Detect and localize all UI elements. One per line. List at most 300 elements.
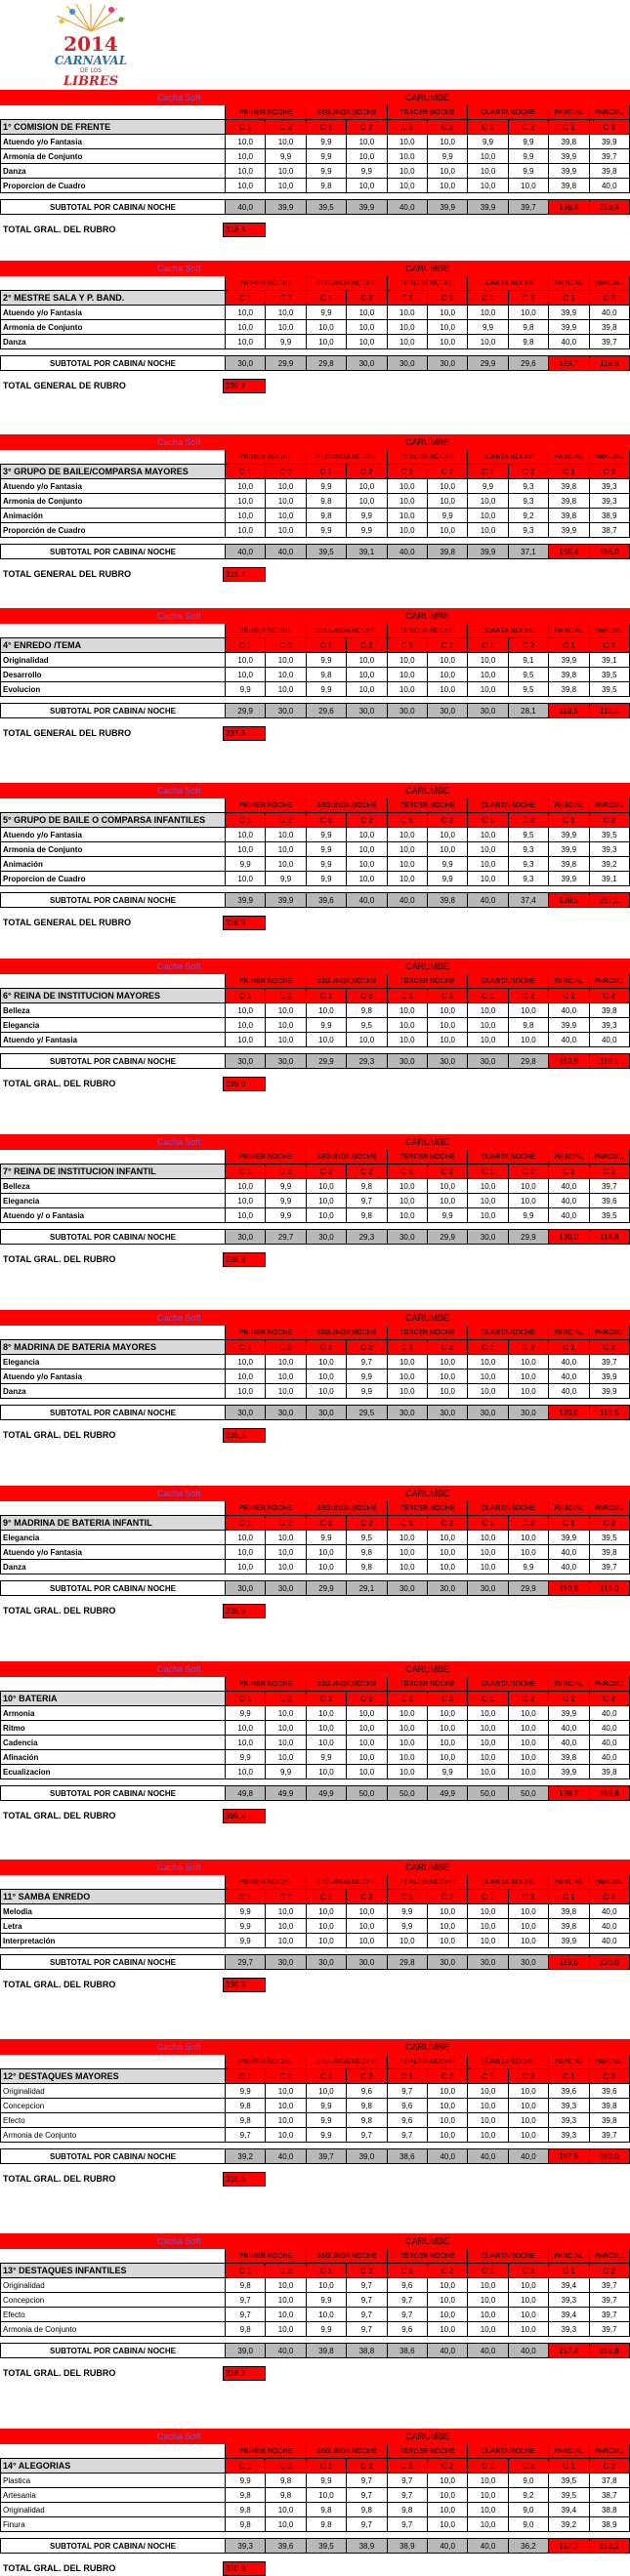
cabin-header: C 2 xyxy=(266,638,306,653)
score-cell: 10,0 xyxy=(468,1033,508,1047)
score-cell: 10,0 xyxy=(427,2128,467,2143)
score-cell: 39,7 xyxy=(589,1560,629,1574)
score-cell: 10,0 xyxy=(226,179,266,193)
rubric-total-value: 399,5 xyxy=(223,1809,266,1823)
subtotal-cell: 39,6 xyxy=(266,2539,306,2554)
score-cell: 9,9 xyxy=(468,135,508,149)
svg-text:CARNAVAL: CARNAVAL xyxy=(54,54,128,67)
cabin-header: C 2 xyxy=(427,1340,467,1355)
subtotal-cell: 29,9 xyxy=(508,1581,548,1596)
score-cell: 9,9 xyxy=(508,149,548,164)
subtotal-cell: 39,9 xyxy=(468,545,508,559)
score-table xyxy=(0,434,630,559)
school-name: CARUMBE xyxy=(226,2430,630,2444)
subtotal-label: SUBTOTAL POR CABINA/ NOCHE xyxy=(1,1786,226,1801)
score-cell: 10,0 xyxy=(427,1033,467,1047)
brand-row xyxy=(1,2430,630,2444)
score-cell: 10,0 xyxy=(306,2488,346,2503)
score-row xyxy=(1,335,630,349)
cabin-header: C 2 xyxy=(347,2459,387,2474)
subtotal-cell: 40,0 xyxy=(266,2149,306,2164)
score-section xyxy=(0,783,630,929)
category-title: 12° DESTAQUES MAYORES xyxy=(1,2069,226,2084)
subtotal-cell: 29,9 xyxy=(468,356,508,371)
school-name: CARUMBE xyxy=(226,1860,630,1875)
night-header: PARCIAL xyxy=(589,276,629,291)
criterion-label: Cadencia xyxy=(1,1736,226,1750)
score-table xyxy=(0,1486,630,1596)
subtotal-cell: 30,0 xyxy=(508,1406,548,1420)
score-row xyxy=(1,1018,630,1033)
score-cell: 10,0 xyxy=(347,135,387,149)
cabin-header: C 1 xyxy=(387,2264,427,2278)
score-cell: 10,0 xyxy=(387,653,427,668)
score-cell: 10,0 xyxy=(427,2517,467,2532)
score-cell: 10,0 xyxy=(266,842,306,857)
subtotal-cell: 38,9 xyxy=(347,2539,387,2554)
subtotal-cell: 30,0 xyxy=(266,1406,306,1420)
criterion-label: Atuendo y/o Fantasia xyxy=(1,1545,226,1560)
cabin-header: C 1 xyxy=(306,465,346,479)
night-header: PARCIAL xyxy=(589,1875,629,1890)
nights-header-row xyxy=(1,2444,630,2459)
score-cell: 10,0 xyxy=(347,842,387,857)
score-cell: 9,6 xyxy=(387,2278,427,2293)
subtotal-cell: 40,0 xyxy=(468,2539,508,2554)
school-name: CARUMBE xyxy=(226,262,630,276)
rubric-total-label: TOTAL GRAL. DEL RUBRO xyxy=(3,1980,116,1989)
score-cell: 10,0 xyxy=(266,1560,306,1574)
score-cell: 10,0 xyxy=(226,1194,266,1208)
night-header: PARCIAL xyxy=(549,276,589,291)
subtotal-label: SUBTOTAL POR CABINA/ NOCHE xyxy=(1,356,226,371)
score-cell: 9,8 xyxy=(306,494,346,509)
cabin-header: C 1 xyxy=(387,291,427,306)
score-cell: 10,0 xyxy=(387,1531,427,1545)
school-name: CARUMBE xyxy=(226,2234,630,2249)
score-cell: 10,0 xyxy=(266,2308,306,2322)
score-cell: 10,0 xyxy=(306,335,346,349)
score-cell: 10,0 xyxy=(266,479,306,494)
score-cell: 40,0 xyxy=(589,1919,629,1934)
score-cell: 9,2 xyxy=(508,2488,548,2503)
subtotal-cell: 30,0 xyxy=(468,1955,508,1970)
score-cell: 9,8 xyxy=(508,335,548,349)
subtotal-cell: 49,9 xyxy=(427,1786,467,1801)
subtotal-row xyxy=(1,356,630,371)
score-row xyxy=(1,1384,630,1399)
score-cell: 39,9 xyxy=(549,149,589,164)
score-cell: 39,3 xyxy=(549,2099,589,2113)
night-header: PARCIAL xyxy=(589,2249,629,2264)
cabin-header: C 2 xyxy=(347,1165,387,1179)
cabins-header-row xyxy=(1,465,630,479)
score-cell: 10,0 xyxy=(508,2278,548,2293)
score-cell: 10,0 xyxy=(226,164,266,179)
night-header: SEGUNDA NOCHE xyxy=(306,2249,387,2264)
rubric-total-value: 238,9 xyxy=(223,1604,266,1618)
night-header: CUARTA NOCHE xyxy=(468,1677,549,1692)
score-cell: 10,0 xyxy=(347,306,387,320)
score-cell: 10,0 xyxy=(306,1370,346,1384)
criterion-label: Originalidad xyxy=(1,2503,226,2517)
cabin-header: C 2 xyxy=(347,1890,387,1904)
score-cell: 10,0 xyxy=(387,828,427,842)
score-cell: 10,0 xyxy=(508,1531,548,1545)
nights-header-row xyxy=(1,1501,630,1516)
cabins-header-row xyxy=(1,1692,630,1706)
score-cell: 9,0 xyxy=(508,2517,548,2532)
score-cell: 10,0 xyxy=(508,1919,548,1934)
cabin-header: C 2 xyxy=(427,989,467,1003)
score-cell: 9,5 xyxy=(508,682,548,697)
rubric-total-value: 315,4 xyxy=(223,567,266,582)
subtotal-cell: 159,4 xyxy=(589,200,629,215)
score-cell: 10,0 xyxy=(266,2084,306,2099)
score-cell: 9,9 xyxy=(347,523,387,538)
score-cell: 10,0 xyxy=(427,1736,467,1750)
brand-row xyxy=(1,2040,630,2055)
score-cell: 40,0 xyxy=(589,1934,629,1948)
subtotal-cell: 50,0 xyxy=(387,1786,427,1801)
brand-label: Cacha Soft xyxy=(1,262,226,276)
score-row xyxy=(1,1370,630,1384)
score-cell: 10,0 xyxy=(508,2322,548,2337)
score-cell: 10,0 xyxy=(306,1560,346,1574)
subtotal-label: SUBTOTAL POR CABINA/ NOCHE xyxy=(1,1230,226,1245)
score-cell: 10,0 xyxy=(387,682,427,697)
school-name: CARUMBE xyxy=(226,2040,630,2055)
night-header: PARCIAL xyxy=(549,2444,589,2459)
cabin-header: C 2 xyxy=(508,1165,548,1179)
cabin-header: C 2 xyxy=(266,2069,306,2084)
score-cell: 10,0 xyxy=(508,1033,548,1047)
cabin-header: C 1 xyxy=(468,1516,508,1531)
score-cell: 10,0 xyxy=(427,1179,467,1194)
brand-label: Cacha Soft xyxy=(1,1662,226,1677)
cabin-header: C 2 xyxy=(508,2264,548,2278)
score-cell: 10,0 xyxy=(468,523,508,538)
brand-row xyxy=(1,1311,630,1326)
subtotal-cell: 49,9 xyxy=(306,1786,346,1801)
night-header: TERCER NOCHE xyxy=(387,2444,468,2459)
score-cell: 10,0 xyxy=(508,1934,548,1948)
score-cell: 39,2 xyxy=(589,857,629,872)
cabin-header: C 1 xyxy=(549,1516,589,1531)
score-row xyxy=(1,2474,630,2488)
night-header: PARCIAL xyxy=(589,105,629,120)
score-cell: 9,8 xyxy=(347,1003,387,1018)
score-cell: 10,0 xyxy=(347,828,387,842)
score-cell: 10,0 xyxy=(508,179,548,193)
score-cell: 9,7 xyxy=(387,2128,427,2143)
score-cell: 10,0 xyxy=(226,335,266,349)
score-cell: 10,0 xyxy=(468,2293,508,2308)
cabin-header: C 1 xyxy=(468,291,508,306)
score-cell: 10,0 xyxy=(266,1934,306,1948)
subtotal-cell: 153,2 xyxy=(589,2539,629,2554)
subtotal-cell: 30,0 xyxy=(387,1230,427,1245)
night-header: TERCER NOCHE xyxy=(387,798,468,813)
score-cell: 10,0 xyxy=(468,682,508,697)
score-cell: 10,0 xyxy=(427,164,467,179)
score-cell: 10,0 xyxy=(427,2099,467,2113)
cabin-header: C 1 xyxy=(226,2459,266,2474)
score-cell: 10,0 xyxy=(508,1706,548,1721)
subtotal-cell: 29,8 xyxy=(508,1054,548,1069)
subtotal-cell: 30,0 xyxy=(387,1054,427,1069)
criterion-label: Danza xyxy=(1,1384,226,1399)
score-cell: 10,0 xyxy=(266,1706,306,1721)
score-cell: 38,9 xyxy=(589,2517,629,2532)
score-cell: 10,0 xyxy=(226,1560,266,1574)
cabin-header: C 2 xyxy=(427,2459,467,2474)
score-cell: 10,0 xyxy=(347,857,387,872)
score-cell: 10,0 xyxy=(266,1531,306,1545)
cabin-header: C 2 xyxy=(508,291,548,306)
score-cell: 39,9 xyxy=(549,842,589,857)
score-cell: 39,3 xyxy=(589,1018,629,1033)
night-header: PARCIAL xyxy=(589,798,629,813)
svg-text:2014: 2014 xyxy=(63,32,118,56)
score-cell: 10,0 xyxy=(226,494,266,509)
score-cell: 10,0 xyxy=(468,1765,508,1779)
nights-header-row xyxy=(1,2249,630,2264)
score-cell: 9,9 xyxy=(226,1919,266,1934)
subtotal-cell: 30,0 xyxy=(387,1406,427,1420)
score-cell: 10,0 xyxy=(468,2474,508,2488)
score-cell: 39,7 xyxy=(589,2293,629,2308)
subtotal-cell: 40,0 xyxy=(387,893,427,908)
score-cell: 40,0 xyxy=(549,1179,589,1194)
subtotal-cell: 29,7 xyxy=(226,1955,266,1970)
cabin-header: C 1 xyxy=(306,120,346,135)
subtotal-cell: 30,0 xyxy=(266,1955,306,1970)
subtotal-cell: 39,9 xyxy=(266,893,306,908)
score-cell: 10,0 xyxy=(387,1370,427,1384)
score-cell: 40,0 xyxy=(589,1033,629,1047)
subtotal-cell: 30,0 xyxy=(387,704,427,718)
brand-row xyxy=(1,262,630,276)
cabin-header: C 1 xyxy=(468,120,508,135)
night-header: SEGUNDA NOCHE xyxy=(306,276,387,291)
cabin-header: C 1 xyxy=(306,1692,346,1706)
night-header: CUARTA NOCHE xyxy=(468,2444,549,2459)
criterion-label: Atuendo y/ o Fantasia xyxy=(1,1208,226,1223)
cabin-header: C 1 xyxy=(387,1340,427,1355)
criterion-label: Armonia de Conjunto xyxy=(1,2128,226,2143)
score-cell: 10,0 xyxy=(387,1018,427,1033)
score-cell: 10,0 xyxy=(387,509,427,523)
score-row xyxy=(1,2084,630,2099)
brand-label: Cacha Soft xyxy=(1,2430,226,2444)
score-cell: 9,6 xyxy=(387,2322,427,2337)
subtotal-cell: 40,0 xyxy=(427,2344,467,2358)
night-header: PARCIAL xyxy=(549,2055,589,2069)
score-cell: 10,0 xyxy=(347,494,387,509)
score-cell: 10,0 xyxy=(387,1736,427,1750)
score-cell: 10,0 xyxy=(387,857,427,872)
cabin-header: C 2 xyxy=(508,120,548,135)
score-cell: 9,3 xyxy=(508,494,548,509)
subtotal-cell: 119,5 xyxy=(549,1955,589,1970)
score-cell: 10,0 xyxy=(468,857,508,872)
score-cell: 10,0 xyxy=(468,509,508,523)
rubric-total xyxy=(0,2172,630,2186)
cabins-header-row xyxy=(1,1340,630,1355)
score-cell: 9,9 xyxy=(347,164,387,179)
score-cell: 10,0 xyxy=(226,1208,266,1223)
score-cell: 10,0 xyxy=(387,1003,427,1018)
score-cell: 9,8 xyxy=(306,2503,346,2517)
criterion-label: Proporcion de Cuadro xyxy=(1,179,226,193)
score-row xyxy=(1,2293,630,2308)
night-header: SEGUNDA NOCHE xyxy=(306,974,387,989)
subtotal-cell: 39,2 xyxy=(226,2149,266,2164)
score-cell: 39,8 xyxy=(549,1919,589,1934)
score-cell: 10,0 xyxy=(387,1179,427,1194)
cabin-header: C 1 xyxy=(226,291,266,306)
score-cell: 9,5 xyxy=(347,1018,387,1033)
score-cell: 10,0 xyxy=(468,828,508,842)
score-cell: 10,0 xyxy=(306,2084,346,2099)
score-cell: 10,0 xyxy=(347,1904,387,1919)
subtotal-cell: 30,0 xyxy=(427,704,467,718)
score-cell: 39,8 xyxy=(589,320,629,335)
night-header: SEGUNDA NOCHE xyxy=(306,1326,387,1340)
score-cell: 10,0 xyxy=(427,1904,467,1919)
category-title: 4° ENREDO /TEMA xyxy=(1,638,226,653)
brand-row xyxy=(1,1662,630,1677)
subtotal-cell: 29,9 xyxy=(306,1581,346,1596)
score-cell: 10,0 xyxy=(226,135,266,149)
cabin-header: C 2 xyxy=(508,465,548,479)
night-header: PARCIAL xyxy=(549,1501,589,1516)
subtotal-cell: 39,8 xyxy=(306,2344,346,2358)
school-name: CARUMBE xyxy=(226,1135,630,1150)
score-cell: 10,0 xyxy=(468,306,508,320)
criterion-label: Plastica xyxy=(1,2474,226,2488)
score-cell: 39,9 xyxy=(549,320,589,335)
subtotal-cell: 49,9 xyxy=(266,1786,306,1801)
night-header: CUARTA NOCHE xyxy=(468,798,549,813)
score-cell: 9,9 xyxy=(306,2322,346,2337)
cabin-header: C 1 xyxy=(468,1340,508,1355)
score-cell: 10,0 xyxy=(266,2128,306,2143)
night-header: TERCER NOCHE xyxy=(387,974,468,989)
cabin-header: C 1 xyxy=(226,1692,266,1706)
score-cell: 10,0 xyxy=(508,2293,548,2308)
score-cell: 10,0 xyxy=(468,1003,508,1018)
score-cell: 9,9 xyxy=(266,149,306,164)
score-cell: 10,0 xyxy=(468,2517,508,2532)
score-cell: 9,7 xyxy=(347,2488,387,2503)
criterion-label: Belleza xyxy=(1,1003,226,1018)
school-name: CARUMBE xyxy=(226,91,630,105)
score-cell: 9,3 xyxy=(508,479,548,494)
score-cell: 10,0 xyxy=(226,1765,266,1779)
score-row xyxy=(1,1194,630,1208)
score-table xyxy=(0,1860,630,1970)
cabins-header-row xyxy=(1,2264,630,2278)
score-cell: 10,0 xyxy=(427,494,467,509)
score-cell: 39,9 xyxy=(549,1765,589,1779)
score-cell: 39,3 xyxy=(589,494,629,509)
score-cell: 9,1 xyxy=(508,653,548,668)
criterion-label: Atuendo y/o Fantasia xyxy=(1,828,226,842)
category-title: 1° COMISION DE FRENTE xyxy=(1,120,226,135)
score-cell: 10,0 xyxy=(226,523,266,538)
score-cell: 9,9 xyxy=(427,509,467,523)
night-header: SEGUNDA NOCHE xyxy=(306,105,387,120)
score-cell: 9,7 xyxy=(347,2128,387,2143)
score-cell: 9,3 xyxy=(508,857,548,872)
score-cell: 9,9 xyxy=(306,2099,346,2113)
score-cell: 10,0 xyxy=(468,2113,508,2128)
score-cell: 9,9 xyxy=(306,1018,346,1033)
night-header: PARCIAL xyxy=(549,1677,589,1692)
criterion-label: Armonia de Conjunto xyxy=(1,2322,226,2337)
score-cell: 9,9 xyxy=(306,523,346,538)
score-cell: 10,0 xyxy=(387,1355,427,1370)
score-cell: 9,9 xyxy=(306,149,346,164)
subtotal-cell: 119,7 xyxy=(549,356,589,371)
score-cell: 39,3 xyxy=(549,2113,589,2128)
subtotal-cell: 38,6 xyxy=(387,2344,427,2358)
rubric-total-label: TOTAL GRAL. DEL RUBRO xyxy=(3,1811,116,1820)
cabin-header: C 1 xyxy=(387,120,427,135)
score-cell: 10,0 xyxy=(427,335,467,349)
night-header: PARCIAL xyxy=(589,974,629,989)
rubric-total-label: TOTAL GRAL. DEL RUBRO xyxy=(3,1079,116,1088)
cabin-header: C 1 xyxy=(226,813,266,828)
night-header: CUARTA NOCHE xyxy=(468,450,549,465)
night-header: CUARTA NOCHE xyxy=(468,2249,549,2264)
score-table xyxy=(0,959,630,1069)
score-cell: 10,0 xyxy=(508,306,548,320)
score-cell: 9,8 xyxy=(347,1208,387,1223)
subtotal-cell: 30,0 xyxy=(226,1230,266,1245)
score-cell: 39,6 xyxy=(549,2084,589,2099)
cabin-header: C 2 xyxy=(347,291,387,306)
cabin-header: C 2 xyxy=(347,120,387,135)
criterion-label: Elegancia xyxy=(1,1531,226,1545)
cabin-header: C 1 xyxy=(387,2459,427,2474)
subtotal-cell: 39,8 xyxy=(427,545,467,559)
score-cell: 10,0 xyxy=(387,149,427,164)
score-cell: 39,8 xyxy=(589,2099,629,2113)
subtotal-row xyxy=(1,1955,630,1970)
criterion-label: Armonia de Conjunto xyxy=(1,842,226,857)
score-cell: 10,0 xyxy=(427,1355,467,1370)
score-cell: 10,0 xyxy=(266,1904,306,1919)
subtotal-cell: 30,0 xyxy=(306,1955,346,1970)
score-section xyxy=(0,2233,630,2380)
subtotal-cell: 40,0 xyxy=(266,545,306,559)
cabin-header: C 2 xyxy=(508,2069,548,2084)
score-cell: 39,5 xyxy=(549,2488,589,2503)
category-title: 10° BATERIA xyxy=(1,1692,226,1706)
subtotal-cell: 30,0 xyxy=(347,356,387,371)
score-cell: 39,5 xyxy=(589,1208,629,1223)
score-cell: 10,0 xyxy=(427,179,467,193)
score-cell: 39,8 xyxy=(549,179,589,193)
score-cell: 9,8 xyxy=(347,1179,387,1194)
subtotal-cell: 30,0 xyxy=(427,356,467,371)
subtotal-cell: 199,8 xyxy=(589,1786,629,1801)
subtotal-cell: 30,0 xyxy=(266,704,306,718)
subtotal-row xyxy=(1,893,630,908)
